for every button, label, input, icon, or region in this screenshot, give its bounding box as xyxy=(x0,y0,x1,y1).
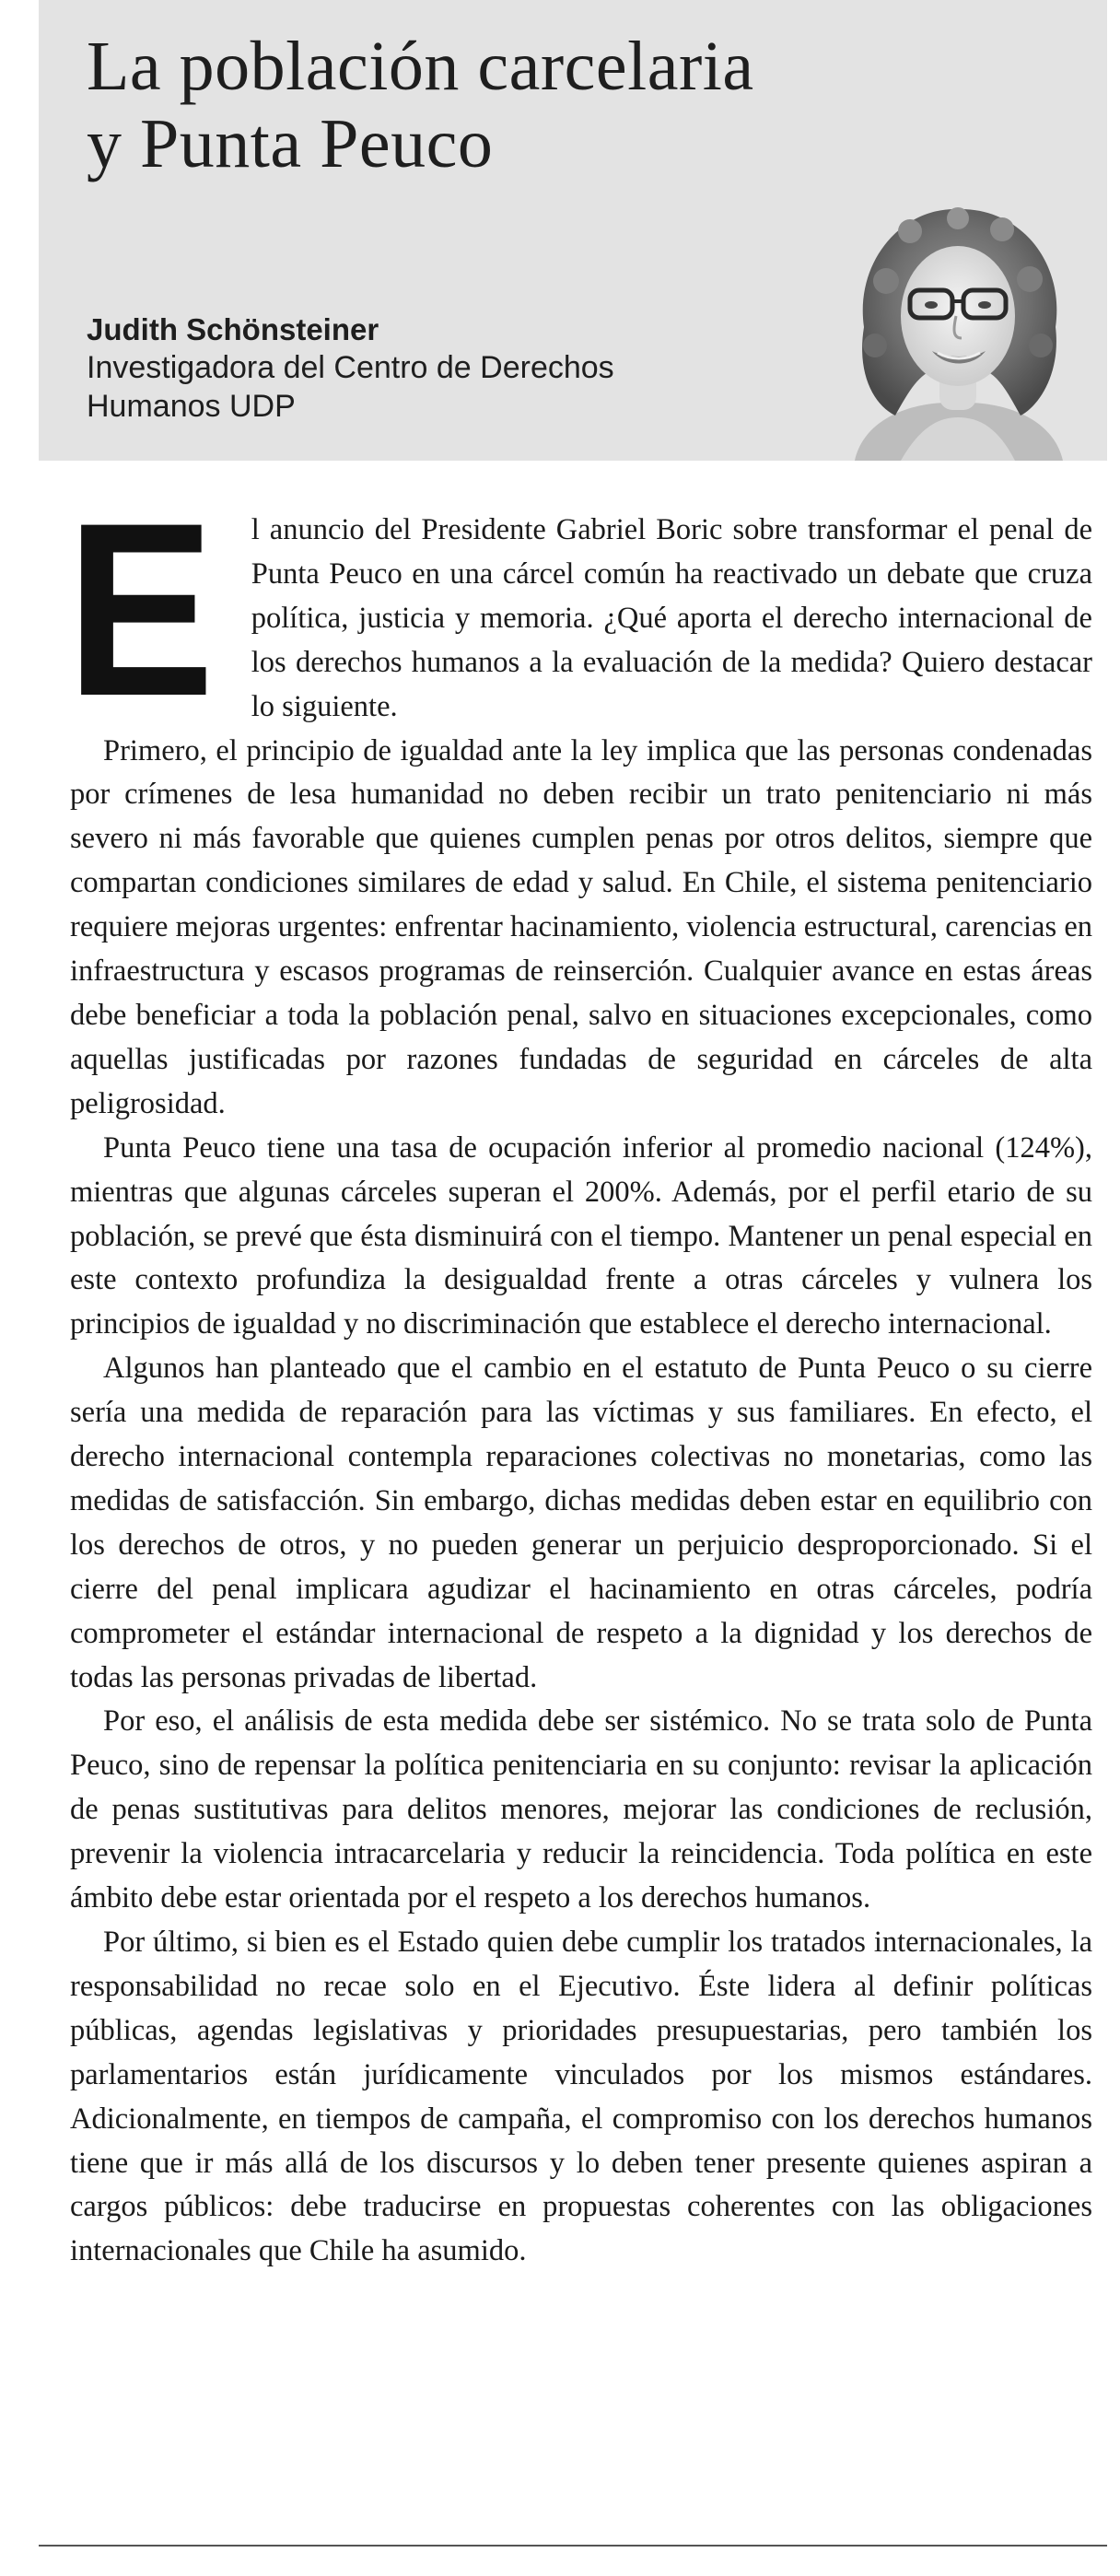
paragraph-1-text: l anuncio del Presidente Gabriel Boric sobre transformar el penal de Punta Peuco en una cárcel común ha reactivado un debate que cruza política, justicia y memoria. ¿Qué aporta el derecho internacional de los derechos humanos a la evaluación de la medida? Quiero destacar lo siguiente. xyxy=(251,513,1092,723)
bottom-divider xyxy=(39,2545,1107,2547)
paragraph-6: Por último, si bien es el Estado quien debe cumplir los tratados internacionales, la responsabilidad no recae solo en el Ejecutivo. Éste lidera al definir políticas públicas, agendas legislativas y prioridades presupuestarias, pero también los parlamentarios están jurídicamente vinculados por los mismos estándares. Adicionalmente, en tiempos de campaña, el compromiso con los derechos humanos tiene que ir más allá de los discursos y lo deben tener presente quienes aspiran a cargos públicos: debe traducirse en propuestas coherentes con las obligaciones internacionales que Chile ha asumido. xyxy=(70,1926,1092,2268)
article-title-line-2: y Punta Peuco xyxy=(87,105,494,182)
article-title xyxy=(87,28,754,182)
paragraph-1 xyxy=(66,471,1092,747)
paragraph-2: Primero, el principio de igualdad ante la ley implica que las personas condenadas por crímenes de lesa humanidad no deben recibir un trato penitenciario ni más severo ni más favorable que quienes cumplen penas por otros delitos, siempre que compartan condiciones similares de edad y salud. En Chile, el sistema penitenciario requiere mejoras urgentes: enfrentar hacinamiento, violencia estructural, carencias en infraestructura y escasos programas de reinserción. Cualquier avance en estas áreas debe beneficiar a toda la población penal, salvo en situaciones excepcionales, como aquellas justificadas por razones fundadas de seguridad en cárceles de alta peligrosidad. xyxy=(70,733,1092,1120)
article-title-line-1: La población carcelaria xyxy=(87,28,754,105)
drop-cap: E xyxy=(66,471,215,747)
author-role: Investigadora del Centro de Derechos Humanos UDP xyxy=(87,350,614,424)
author-portrait xyxy=(846,198,1070,461)
author-name: Judith Schönsteiner xyxy=(87,312,379,346)
paragraph-3: Punta Peuco tiene una tasa de ocupación inferior al promedio nacional (124%), mientras que algunas cárceles superan el 200%. Además, por el perfil etario de su población, se prevé que ésta disminuirá con el tiempo. Mantener un penal especial en este contexto profundiza la desigualdad frente a otras cárceles y vulnera los principios de igualdad y no discriminación que establece el derecho internacional. xyxy=(70,1130,1092,1341)
paragraph-4: Algunos han planteado que el cambio en el estatuto de Punta Peuco o su cierre sería una medida de reparación para las víctimas y sus familiares. En efecto, el derecho internacional contempla reparaciones colectivas no monetarias, como las medidas de satisfacción. Sin embargo, dichas medidas deben estar en equilibrio con los derechos de otros, y no pueden generar un perjuicio desproporcionado. Si el cierre del penal implicara agudizar el hacinamiento en otras cárceles, podría comprometer el estándar internacional de respeto a la dignidad y los derechos de todas las personas privadas de libertad. xyxy=(70,1352,1092,1694)
article-body xyxy=(66,471,1092,2274)
paragraph-5: Por eso, el análisis de esta medida debe ser sistémico. No se trata solo de Punta Peuco, sino de repensar la política penitenciaria en su conjunto: revisar la aplicación de penas sustitutivas para delitos menores, mejorar las condiciones de reclusión, prevenir la violencia intracarcelaria y reducir la reincidencia. Toda política en este ámbito debe estar orientada por el respeto a los derechos humanos. xyxy=(70,1704,1092,1915)
